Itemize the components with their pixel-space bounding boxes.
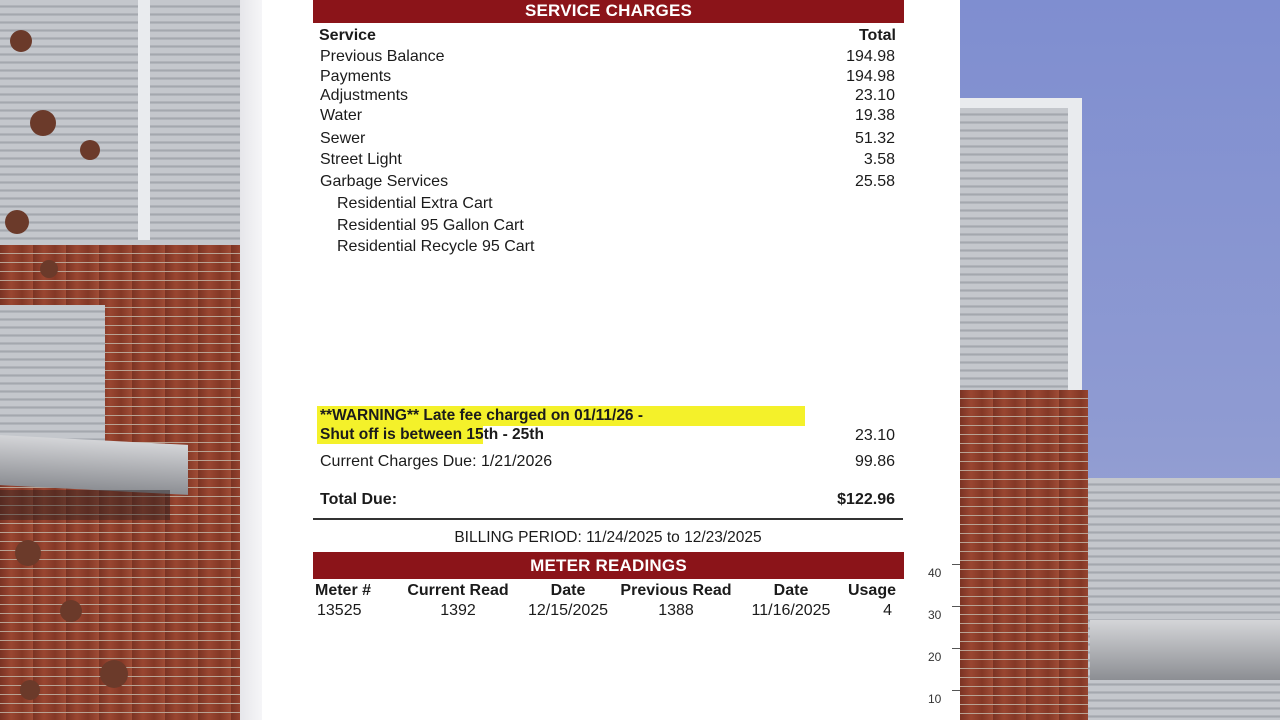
meter-cell: 4 [883, 602, 892, 619]
current-charges-amount: 99.86 [854, 453, 895, 470]
meter-cell: 11/16/2025 [751, 602, 831, 619]
meter-col-header: Usage [847, 582, 896, 599]
garbage-sub-item: Residential 95 Gallon Cart [337, 217, 524, 234]
scale-tick [952, 648, 960, 649]
tree-leaf [80, 140, 100, 160]
tree-leaf [20, 680, 40, 700]
scale-label: 10 [928, 692, 942, 706]
tree-leaf [5, 210, 29, 234]
meter-col-header: Meter # [315, 582, 372, 599]
tree-leaf [60, 600, 82, 622]
tree-leaf [40, 260, 58, 278]
scale-tick [952, 564, 960, 565]
left-building-canopy [0, 435, 188, 495]
left-building-trim [138, 0, 150, 240]
late-fee-amount: 23.10 [854, 427, 895, 444]
meter-cell: 13525 [317, 602, 362, 619]
charge-row-label: Water [320, 107, 363, 124]
meter-col-header: Date [550, 582, 586, 599]
charge-row-label: Previous Balance [320, 48, 445, 65]
meter-col-header: Current Read [407, 582, 509, 599]
total-due-label: Total Due: [320, 491, 398, 508]
charge-row-amount: 194.98 [846, 68, 895, 85]
scale-label: 20 [928, 650, 942, 664]
charge-row-amount: 25.58 [854, 173, 895, 190]
right-building-siding [960, 108, 1068, 393]
right-building-far-siding [1088, 478, 1280, 720]
warning-text-line1: **WARNING** Late fee charged on 01/11/26 - [320, 407, 644, 424]
charge-row-amount: 194.98 [846, 48, 895, 65]
left-building-lower-siding [0, 305, 105, 455]
meter-cell: 1392 [440, 602, 476, 619]
meter-cell: 12/15/2025 [527, 602, 609, 619]
charge-row-label: Garbage Services [320, 173, 449, 190]
service-charges-header: SERVICE CHARGES [313, 0, 904, 23]
charge-row-label: Street Light [320, 151, 402, 168]
charge-row-label: Adjustments [320, 87, 409, 104]
scale-tick [952, 690, 960, 691]
meter-col-header: Date [773, 582, 809, 599]
document-edge [240, 0, 264, 720]
scale-tick [952, 606, 960, 607]
left-building-canopy-shadow [0, 490, 170, 520]
charge-row-amount: 23.10 [854, 87, 895, 104]
charge-row-label: Sewer [320, 130, 366, 147]
scale-label: 40 [928, 566, 942, 580]
current-charges-label: Current Charges Due: 1/21/2026 [320, 453, 553, 470]
tree-leaf [10, 30, 32, 52]
charge-row-label: Payments [320, 68, 392, 85]
billing-period: BILLING PERIOD: 11/24/2025 to 12/23/2025 [454, 529, 762, 546]
tree-leaf [30, 110, 56, 136]
service-column-header: Service [319, 27, 376, 44]
tree-leaf [100, 660, 128, 688]
charge-row-amount: 3.58 [863, 151, 895, 168]
garbage-sub-item: Residential Recycle 95 Cart [337, 238, 535, 255]
warning-text-line2: Shut off is between 15th - 25th [320, 426, 544, 443]
right-building-brick-wall [960, 390, 1088, 720]
scale-label: 30 [928, 608, 942, 622]
charge-row-amount: 51.32 [854, 130, 895, 147]
total-column-header: Total [858, 27, 896, 44]
charge-row-amount: 19.38 [854, 107, 895, 124]
meter-cell: 1388 [658, 602, 694, 619]
meter-col-header: Previous Read [620, 582, 732, 599]
total-due-amount: $122.96 [837, 491, 895, 508]
total-due-divider [313, 518, 903, 520]
meter-readings-header: METER READINGS [313, 552, 904, 579]
tree-leaf [15, 540, 41, 566]
right-building-canopy [1090, 620, 1280, 680]
garbage-sub-item: Residential Extra Cart [337, 195, 493, 212]
